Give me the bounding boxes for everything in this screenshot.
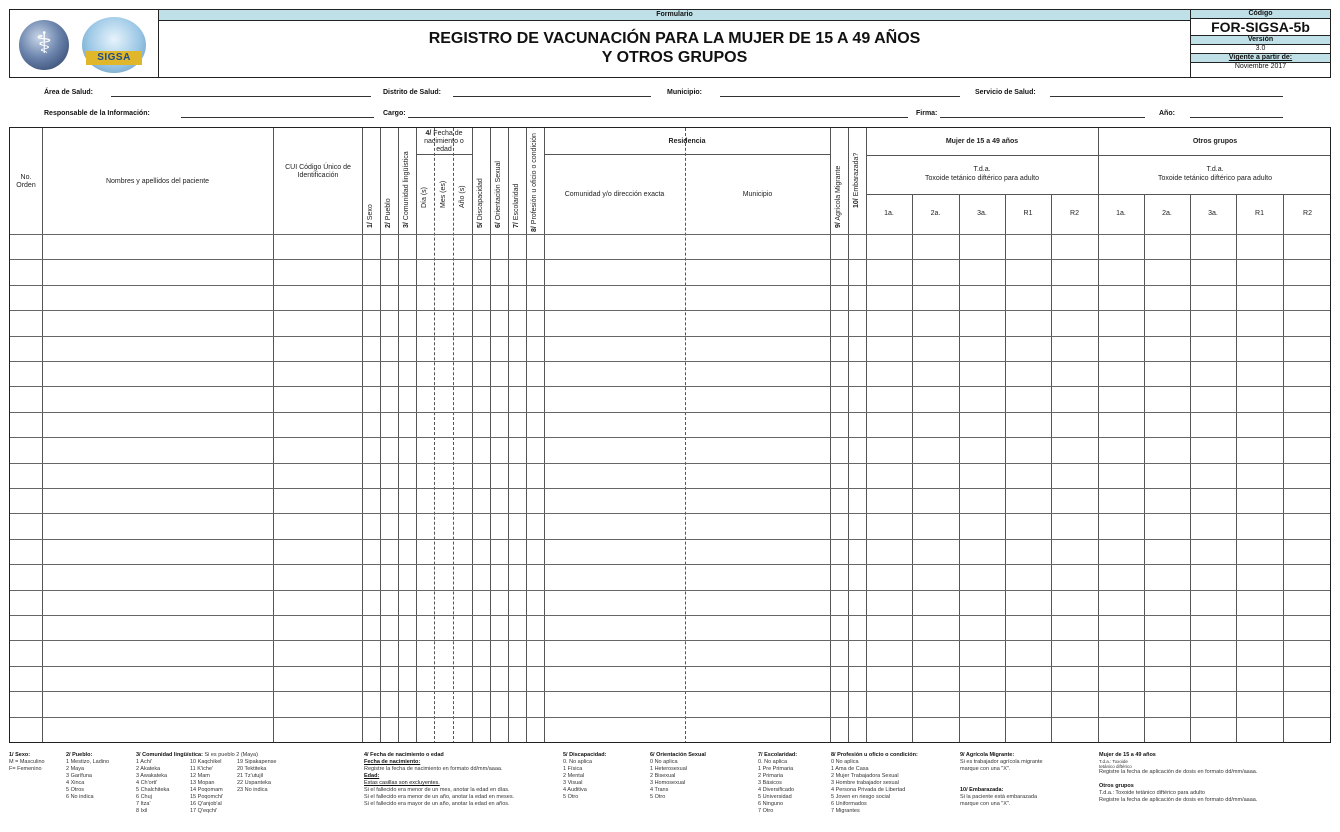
municipio-field[interactable] [720, 96, 960, 97]
col-line [866, 128, 867, 743]
health-ministry-logo-icon: ⚕ [19, 20, 69, 70]
form-code-box [1190, 10, 1330, 77]
servicio-field[interactable] [1050, 96, 1283, 97]
form-header [9, 9, 1331, 78]
form-type-label: Formulario [159, 10, 1190, 21]
mujer-toxoide: Toxoide tetánico diftérico para adulto [924, 175, 1040, 182]
distrito-label: Distrito de Salud: [383, 89, 441, 96]
table-row-line [10, 336, 1331, 337]
otros-toxoide: Toxoide tetánico diftérico para adulto [1157, 175, 1273, 182]
legend-grupos: Mujer de 15 a 49 años T.d.a.: Toxoide tetánico diftérico Registre la fecha de aplicación de dosis en formato dd/mm/aaaa. Otros grupos T.d.a.: Toxoide tetánico diftérico para adulto Registre la fecha de aplicación de dosis en formato dd/mm/aaaa. [1099, 752, 1258, 803]
mujer-dose-2a: 2a. [930, 210, 941, 217]
codigo-value: FOR-SIGSA-5b [1191, 19, 1330, 36]
col-pueblo: 2/ Pueblo [385, 198, 392, 228]
area-salud-field[interactable] [111, 96, 371, 97]
table-row-line [10, 386, 1331, 387]
table-row-line [10, 437, 1331, 438]
col-no-orden: No. Orden [16, 174, 36, 189]
col-sexo: 1/ Sexo [367, 204, 374, 228]
version-label: Versión [1191, 36, 1330, 45]
table-row-line [10, 488, 1331, 489]
area-salud-label: Área de Salud: [44, 89, 94, 96]
col-line [912, 194, 913, 743]
table-row-line [10, 361, 1331, 362]
col-dia: Día (s) [421, 187, 428, 208]
table-row-line [10, 615, 1331, 616]
otros-dose-3a: 3a. [1208, 210, 1218, 217]
col-line [453, 128, 454, 743]
col-line [508, 128, 509, 743]
col-anio: Año (s) [459, 185, 466, 208]
responsable-label: Responsable de la Información: [44, 110, 150, 117]
table-row-line [10, 412, 1331, 413]
cargo-field[interactable] [408, 117, 908, 118]
col-profesion: 8/ Profesión u oficio o condición [531, 133, 538, 232]
title-area [159, 10, 1190, 77]
table-row-line [10, 463, 1331, 464]
col-line [380, 128, 381, 743]
group-mujer: Mujer de 15 a 49 años [945, 138, 1019, 145]
col-line [685, 128, 686, 743]
sigsa-logo-icon: SIGSA [82, 17, 146, 73]
legend-comunidad: 3/ Comunidad lingüística: Si es pueblo 2 (Maya) 1 Achi' 2 Akateka 3 Awakateka 4 Ch'orti' 5 Chalchiteka 6 Chuj 7 Itza' 8 Ixil 10 Kaqchikel 11 K'iche' 12 Mam 13 Mopan 14 Poqomam 15 Poqomchi' 16 Q'anjob'al 17 Q'eqchi' 19 Sipakapense 20 Tektiteka 21 Tz'utujil 22 Uspanteka 23 No indica [136, 752, 277, 814]
responsable-field[interactable] [181, 117, 374, 118]
header-line [544, 154, 830, 155]
table-row-line [10, 717, 1331, 718]
table-row-line [10, 590, 1331, 591]
col-line [1098, 128, 1099, 743]
table-row-line [10, 640, 1331, 641]
col-line [42, 128, 43, 743]
col-line [362, 128, 363, 743]
table-row-line [10, 234, 1331, 235]
col-cui: CUI Código Único de Identificación [285, 164, 351, 179]
anio-label: Año: [1159, 110, 1175, 117]
version-value: 3.0 [1191, 45, 1330, 54]
col-escolaridad: 7/ Escolaridad [513, 183, 520, 228]
col-line [1144, 194, 1145, 743]
col-line [1236, 194, 1237, 743]
municipio-label: Municipio: [667, 89, 702, 96]
mujer-tda: T.d.a. [973, 166, 991, 173]
otros-dose-1a: 1a. [1116, 210, 1126, 217]
col-line [959, 194, 960, 743]
otros-dose-r1: R1 [1255, 210, 1264, 217]
col-nombres: Nombres y apellidos del paciente [105, 178, 210, 185]
mujer-dose-r1: R1 [1023, 210, 1033, 217]
col-discapacidad: 5/ Discapacidad [477, 178, 484, 228]
table-row-line [10, 259, 1331, 260]
mujer-dose-3a: 3a. [977, 210, 987, 217]
logo-area [10, 10, 159, 77]
col-line [416, 128, 417, 743]
col-line [1005, 194, 1006, 743]
col-line [544, 128, 545, 743]
vigente-value: Noviembre 2017 [1234, 63, 1287, 70]
table-row-line [10, 310, 1331, 311]
col-line [273, 128, 274, 743]
table-row-line [10, 564, 1331, 565]
col-line [1051, 194, 1052, 743]
col-comunidad-direccion: Comunidad y/o dirección exacta [564, 191, 665, 198]
col-line [1283, 194, 1284, 743]
otros-dose-r2: R2 [1303, 210, 1312, 217]
col-line [848, 128, 849, 743]
legend-pueblo: 2/ Pueblo: 1 Mestizo, Ladino 2 Maya 3 Garífuna 4 Xinca 5 Otros 6 No indica [66, 752, 110, 800]
col-fecha: 4/ Fecha de nacimiento o edad [424, 130, 464, 153]
servicio-label: Servicio de Salud: [975, 89, 1036, 96]
col-orientacion: 6/ Orientación Sexual [495, 161, 502, 228]
firma-label: Firma: [916, 110, 938, 117]
group-otros: Otros grupos [1192, 138, 1238, 145]
legend-discapacidad: 5/ Discapacidad: 0. No aplica 1 Física 2 Mental 3 Visual 4 Auditiva 5 Otro [563, 752, 607, 800]
legend-agricola: 9/ Agrícola Migrante: Si es trabajador agrícola migrante marque con una "X". 10/ Embarazada: Si la paciente está embarazada marque con una "X". [960, 752, 1043, 807]
table-row-line [10, 513, 1331, 514]
col-comunidad: 3/ Comunidad lingüística [403, 151, 410, 228]
col-line [1190, 194, 1191, 743]
header-line [866, 194, 1331, 195]
form-title [159, 29, 1190, 67]
table-row-line [10, 539, 1331, 540]
registro-table [9, 127, 1331, 743]
table-row-line [10, 285, 1331, 286]
mujer-dose-r2: R2 [1070, 210, 1079, 217]
vigente-label: Vigente a partir de: [1191, 54, 1330, 63]
col-line [526, 128, 527, 743]
legend-profesion: 8/ Profesión u oficio o condición: 0 No aplica 1 Ama de Casa 2 Mujer Trabajadora Sexual 3 Hombre trabajador sexual 4 Persona Privada de Libertad 5 Joven en riesgo social 6 Uniformados 7 Migrantes [831, 752, 918, 814]
col-residencia: Residencia [668, 138, 706, 145]
col-line [830, 128, 831, 743]
legend-sexo: 1/ Sexo: M = Masculino F= Femenino [9, 752, 45, 772]
form-title-line2: Y OTROS GRUPOS [601, 49, 748, 66]
table-row-line [10, 666, 1331, 667]
anio-field[interactable] [1190, 117, 1283, 118]
header-line [866, 155, 1331, 156]
legend-fecha: 4/ Fecha de nacimiento o edad Fecha de nacimiento: Registre la fecha de nacimiento en formato dd/mm/aaaa. Edad: Estas casillas son excluyentes. Si el fallecido era menor de un mes, anotar la edad en días. Si el fallecido era menor de un año, anotar la edad en meses. Si el fallecido era mayor de un año, anotar la edad en años. [364, 752, 515, 807]
col-line [490, 128, 491, 743]
otros-tda: T.d.a. [1206, 166, 1224, 173]
firma-field[interactable] [940, 117, 1145, 118]
legend-orientacion: 6/ Orientación Sexual 0 No aplica 1 Heterosexual 2 Bisexual 3 Homosexual 4 Trans 5 Otro [650, 752, 706, 800]
col-municipio: Municipio [742, 191, 773, 198]
col-agricola: 9/ Agrícola Migrante [835, 165, 842, 228]
col-line [434, 128, 435, 743]
col-embarazada: 10/ Embarazada? [853, 152, 860, 208]
legend-escolaridad: 7/ Escolaridad: 0. No aplica 1 Pre Primaria 2 Primaria 3 Básicos 4 Diversificado 5 Universidad 6 Ninguno 7 Otro [758, 752, 798, 814]
form-title-line1: REGISTRO DE VACUNACIÓN PARA LA MUJER DE 15 A 49 AÑOS [428, 30, 921, 47]
otros-dose-2a: 2a. [1162, 210, 1172, 217]
col-line [398, 128, 399, 743]
col-mes: Mes (es) [440, 180, 447, 208]
codigo-label: Código [1191, 10, 1330, 19]
col-line [472, 128, 473, 743]
table-row-line [10, 691, 1331, 692]
mujer-dose-1a: 1a. [884, 210, 894, 217]
cargo-label: Cargo: [383, 110, 406, 117]
distrito-field[interactable] [453, 96, 651, 97]
